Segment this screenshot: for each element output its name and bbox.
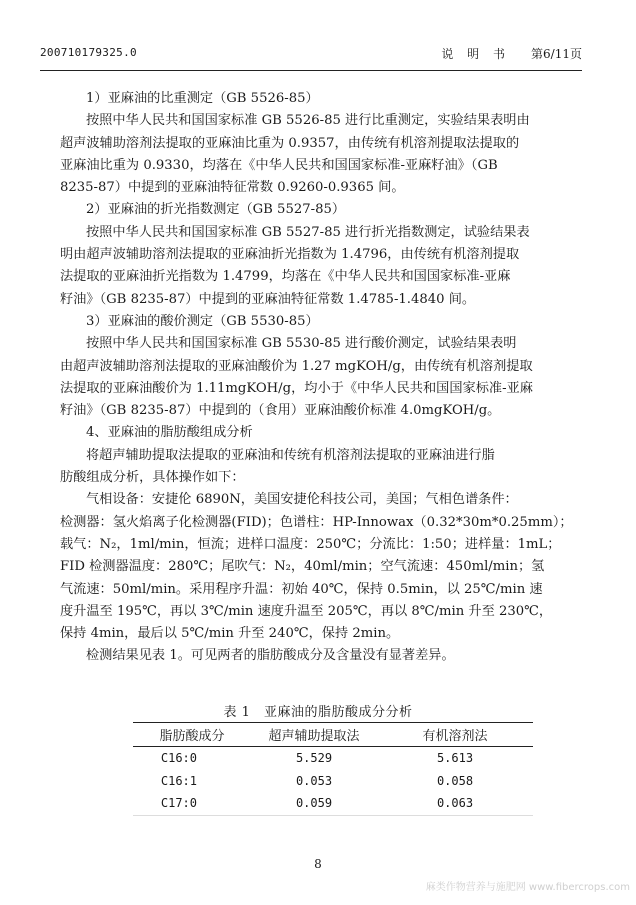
- paragraph-line: 将超声辅助提取法提取的亚麻油和传统有机溶剂法提取的亚麻油进行脂: [86, 447, 495, 463]
- table-row: [133, 792, 533, 815]
- condition-line: 检测器：氢火焰离子化检测器(FID)；色谱柱：HP-Innowax（0.32*30m*0.25mm）；: [60, 514, 573, 530]
- table-cell: 0.058: [436, 773, 474, 788]
- column-header: 超声辅助提取法: [268, 729, 360, 744]
- table-cell: 5.529: [295, 751, 333, 766]
- document-type: 说 明 书: [441, 47, 510, 61]
- result-line: 检测结果见表 1。可见两者的脂肪酸成分及含量没有显著差异。: [86, 648, 455, 664]
- paragraph-line: 按照中华人民共和国国家标准 GB 5530-85 进行酸价测定，试验结果表明: [86, 336, 517, 352]
- table-cell: C17:0: [160, 796, 197, 811]
- paragraph-line: 按照中华人民共和国国家标准 GB 5526-85 进行比重测定，实验结果表明由: [86, 113, 530, 129]
- section-heading: 2）亚麻油的折光指数测定（GB 5527-85）: [86, 202, 346, 218]
- table-cell: 5.613: [436, 751, 474, 766]
- document-body: [60, 88, 582, 668]
- condition-line: 保持 4min，最后以 5℃/min 升至 240℃，保持 2min。: [60, 626, 400, 642]
- paragraph-line: 籽油》（GB 8235-87）中提到的（食用）亚麻油酸价标准 4.0mgKOH/g。: [60, 403, 501, 419]
- paragraph-line: 超声波辅助溶剂法提取的亚麻油比重为 0.9357，由传统有机溶剂提取法提取的: [60, 135, 520, 151]
- table-title: 表 1 亚麻油的脂肪酸成分分析: [223, 705, 413, 720]
- column-header: 脂肪酸成分: [159, 729, 225, 744]
- table-cell: C16:1: [160, 773, 197, 788]
- watermark: 麻类作物营养与施肥网 www.fibercrops.com: [425, 882, 630, 893]
- column-header: 有机溶剂法: [422, 729, 488, 744]
- header-rule: [40, 70, 582, 71]
- condition-line: 气相设备：安捷伦 6890N，美国安捷伦科技公司，美国；气相色谱条件：: [86, 492, 518, 508]
- section-heading: 1）亚麻油的比重测定（GB 5526-85）: [86, 91, 319, 106]
- table-cell: 0.063: [436, 796, 474, 811]
- section-heading: 4、亚麻油的脂肪酸组成分析: [86, 425, 253, 441]
- paragraph-line: 亚麻油比重为 0.9330，均落在《中华人民共和国国家标准-亚麻籽油》（GB: [60, 157, 498, 173]
- table-cell: 0.059: [295, 796, 333, 811]
- page-header: [40, 46, 582, 68]
- page-number: 8: [314, 857, 322, 871]
- section-heading: 3）亚麻油的酸价测定（GB 5530-85）: [86, 313, 319, 329]
- paragraph-line: 由超声波辅助溶剂法提取的亚麻油酸价为 1.27 mgKOH/g，由传统有机溶剂提取: [60, 358, 533, 374]
- fatty-acid-table: [133, 722, 533, 816]
- condition-line: 载气：N₂，1ml/min，恒流；进样口温度：250℃；分流比：1:50；进样量：1mL；: [60, 536, 561, 552]
- document-id: 200710179325.0: [40, 46, 137, 59]
- table-header-row: [133, 723, 533, 747]
- table-cell: 0.053: [295, 773, 333, 788]
- condition-line: 度升温至 195℃，再以 3℃/min 速度升温至 205℃，再以 8℃/min 升至 230℃，: [60, 603, 553, 619]
- paragraph-line: 籽油》（GB 8235-87）中提到的亚麻油特征常数 1.4785-1.4840 间。: [60, 291, 476, 307]
- paragraph-line: 8235-87）中提到的亚麻油特征常数 0.9260-0.9365 间。: [60, 180, 405, 196]
- paragraph-line: 按照中华人民共和国国家标准 GB 5527-85 进行折光指数测定，试验结果表: [86, 224, 530, 240]
- paragraph-line: 法提取的亚麻油折光指数为 1.4799，均落在《中华人民共和国国家标准-亚麻: [60, 269, 511, 285]
- table-cell: C16:0: [160, 751, 197, 766]
- table-row: [133, 770, 533, 793]
- paragraph-line: 明由超声波辅助溶剂法提取的亚麻油折光指数为 1.4796，由传统有机溶剂提取: [60, 247, 520, 263]
- page-info: 第6/11页: [531, 47, 582, 61]
- condition-line: FID 检测器温度：280℃；尾吹气：N₂，40ml/min；空气流速：450ml/min；氢: [60, 559, 545, 575]
- table-row: [133, 747, 533, 770]
- paragraph-line: 法提取的亚麻油酸价为 1.11mgKOH/g，均小于《中华人民共和国国家标准-亚麻: [60, 380, 533, 396]
- paragraph-line: 肪酸组成分析，具体操作如下：: [60, 470, 245, 486]
- gc-conditions: [60, 489, 582, 645]
- condition-line: 气流速：50ml/min。采用程序升温：初始 40℃，保持 0.5min，以 25℃/min 速: [60, 581, 543, 597]
